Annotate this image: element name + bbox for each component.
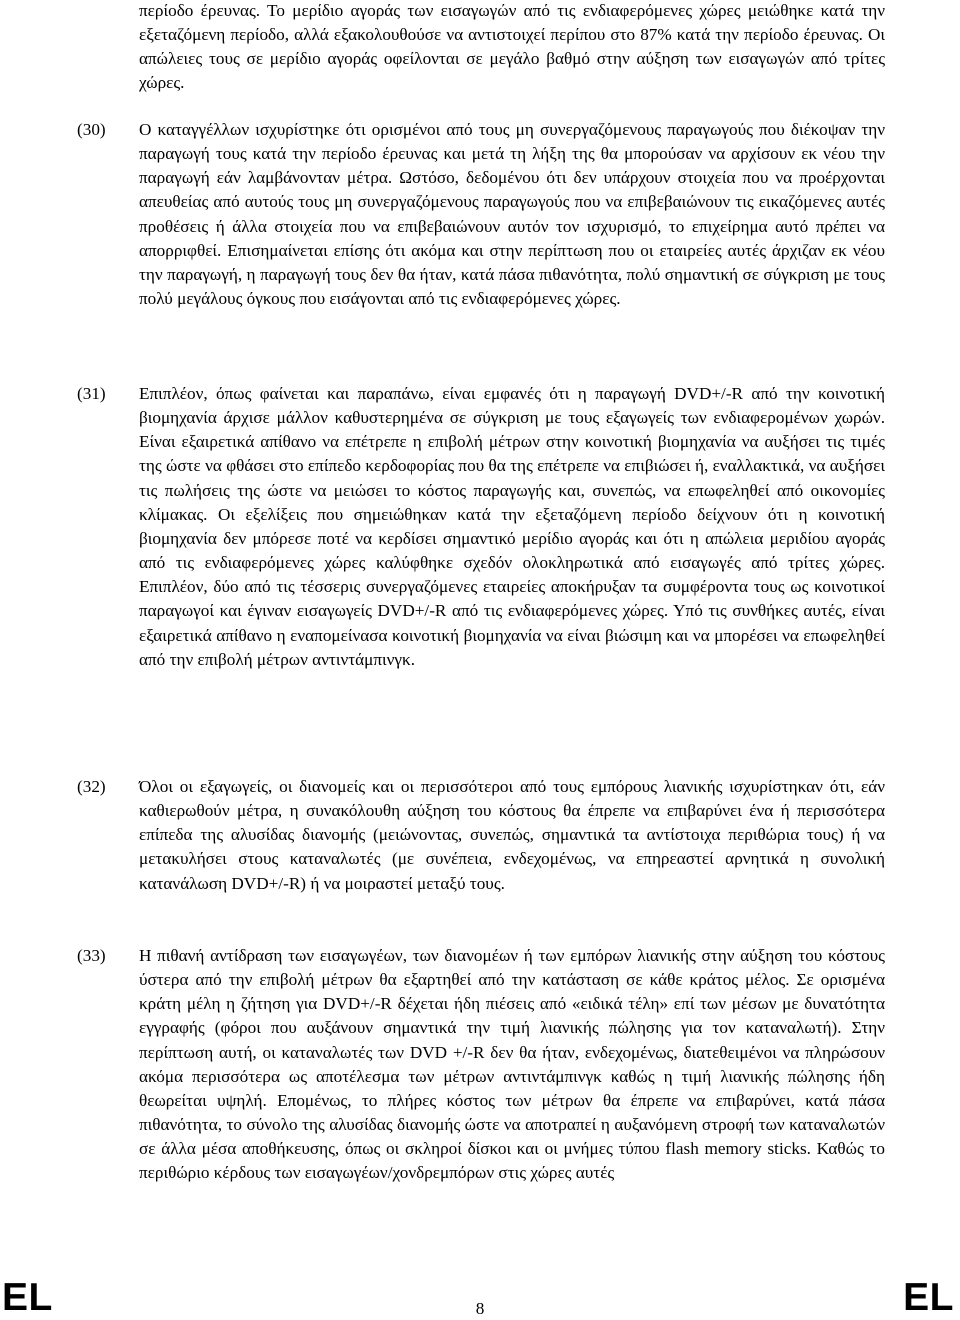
footer-language-code-left: EL [2, 1276, 53, 1319]
intro-paragraph-text: περίοδο έρευνας. Το μερίδιο αγοράς των εισαγωγών από τις ενδιαφερόμενες χώρες μειώθηκε κατά την εξεταζόμενη περίοδο, αλλά εξακολουθούσε να αντιστοιχεί περίπου στο 87% κατά την περίοδο έρευνας. Οι απώλειες τους σε μερίδιο αγοράς οφείλονται σε μεγάλο βαθμό στην αύξηση των εισαγωγών από τρίτες χώρες. [139, 1, 885, 93]
paragraph-text: Επιπλέον, όπως φαίνεται και παραπάνω, είναι εμφανές ότι η παραγωγή DVD+/-R από την κοινοτική βιομηχανία άρχισε μάλλον καθυστερημένα σε σύγκριση με τους εξαγωγείς των ενδιαφερομένων χωρών. Είναι εξαιρετικά απίθανο να επέτρεπε η επιβολή μέτρων στην κοινοτική βιομηχανία να αυξήσει τις τιμές της ώστε να φθάσει στο επίπεδο κερδοφορίας που θα της επέτρεπε να επιβιώσει ή, εναλλακτικά, να αυξήσει τις πωλήσεις της ώστε να μειώσει το κόστος παραγωγής και, συνεπώς, να επωφεληθεί από οικονομίες κλίμακας. Οι εξελίξεις που σημειώθηκαν κατά την εξεταζόμενη περίοδο δείχνουν ότι η κοινοτική βιομηχανία δεν μπόρεσε ποτέ να κερδίσει σημαντικό μερίδιο αγοράς και ότι η απώλεια μεριδίου αγοράς από τις ενδιαφερόμενες χώρες καλύφθηκε σχεδόν ολοκληρωτικά από εισαγωγές από τρίτες χώρες. Επιπλέον, δύο από τις τέσσερις συνεργαζόμενες εταιρείες αποκήρυξαν τα συμφέροντα τους ως κοινοτικοί παραγωγοί και έγιναν εισαγωγείς DVD+/-R από τις ενδιαφερόμενες χώρες. Υπό τις συνθήκες αυτές, είναι εξαιρετικά απίθανο η εναπομείνασα κοινοτική βιομηχανία να είναι βιώσιμη και να μπορέσει να επωφεληθεί από την επιβολή μέτρων αντιντάμπινγκ. [139, 384, 885, 669]
paragraph-text: Ο καταγγέλλων ισχυρίστηκε ότι ορισμένοι από τους μη συνεργαζόμενους παραγωγούς που διέκοψαν την παραγωγή τους κατά την περίοδο έρευνας και μετά τη λήξη της θα μπορούσαν να αρχίσουν εκ νέου την παραγωγή εάν λαμβάνονταν μέτρα. Ωστόσο, δεδομένου ότι δεν υπάρχουν στοιχεία που να προέρχονται απευθείας από αυτούς τους μη συνεργαζόμενους παραγωγούς που να επιβεβαιώνουν τις εικαζόμενες αυτές προθέσεις ή άλλα στοιχεία που να επιβεβαιώνουν αυτόν τον ισχυρισμό, το επιχείρημα αυτό πρέπει να απορριφθεί. Επισημαίνεται επίσης ότι ακόμα και στην περίπτωση που οι εταιρείες αυτές άρχιζαν εκ νέου την παραγωγή, η παραγωγή τους δεν θα ήταν, κατά πάσα πιθανότητα, πολύ σημαντική σε σύγκριση με τους πολύ μεγάλους όγκους που εισάγονται από τις ενδιαφερόμενες χώρες. [139, 120, 885, 309]
paragraph-text: Όλοι οι εξαγωγείς, οι διανομείς και οι περισσότεροι από τους εμπόρους λιανικής ισχυρίστηκαν ότι, εάν καθιερωθούν μέτρα, η συνακόλουθη αύξηση του κόστους θα έπρεπε να επιβαρύνει ένα ή περισσότερα επίπεδα της αλυσίδας διανομής (μειώνοντας, συνεπώς, σημαντικά τα αντίστοιχα περιθώρια τους) ή να μετακυλήσει στους καταναλωτές (με συνέπεια, ενδεχομένως, να επηρεαστεί αρνητικά η συνολική κατανάλωση DVD+/-R) ή να μοιραστεί μεταξύ τους. [139, 777, 885, 893]
paragraph-number: (31) [77, 384, 106, 403]
paragraph-number: (32) [77, 777, 106, 796]
paragraph-number: (30) [77, 120, 106, 139]
footer-language-code-right: EL [903, 1276, 954, 1319]
page-number: 8 [475, 1299, 485, 1318]
paragraph-number: (33) [77, 946, 106, 965]
paragraph-text: Η πιθανή αντίδραση των εισαγωγέων, των διανομέων ή των εμπόρων λιανικής στην αύξηση του κόστους ύστερα από την επιβολή μέτρων θα εξαρτηθεί από την κατάσταση σε κάθε κράτος μέλος. Σε ορισμένα κράτη μέλη η ζήτηση για DVD+/-R δέχεται ήδη πιέσεις από «ειδικά τέλη» επί των μέσων με δυνατότητα εγγραφής (φόροι που αυξάνουν σημαντικά την τιμή λιανικής πώλησης για τον καταναλωτή). Στην περίπτωση αυτή, οι καταναλωτές των DVD +/-R δεν θα ήταν, ενδεχομένως, διατεθειμένοι να πληρώσουν ακόμα περισσότερα ως αποτέλεσμα των μέτρων αντιντάμπινγκ καθώς η τιμή λιανικής πώλησης ήδη θεωρείται υψηλή. Επομένως, το πλήρες κόστος των μέτρων θα έπρεπε να επιβαρύνει, κατά πάσα πιθανότητα, το σύνολο της αλυσίδας διανομής ώστε να αποτραπεί η αυξανόμενη στροφή των καταναλωτών σε άλλα μέσα αποθήκευσης, όπως οι σκληροί δίσκοι και οι μνήμες τύπου flash memory sticks. Καθώς το περιθώριο κέρδους των εισαγωγέων/χονδρεμπόρων στις χώρες αυτές [139, 946, 885, 1183]
